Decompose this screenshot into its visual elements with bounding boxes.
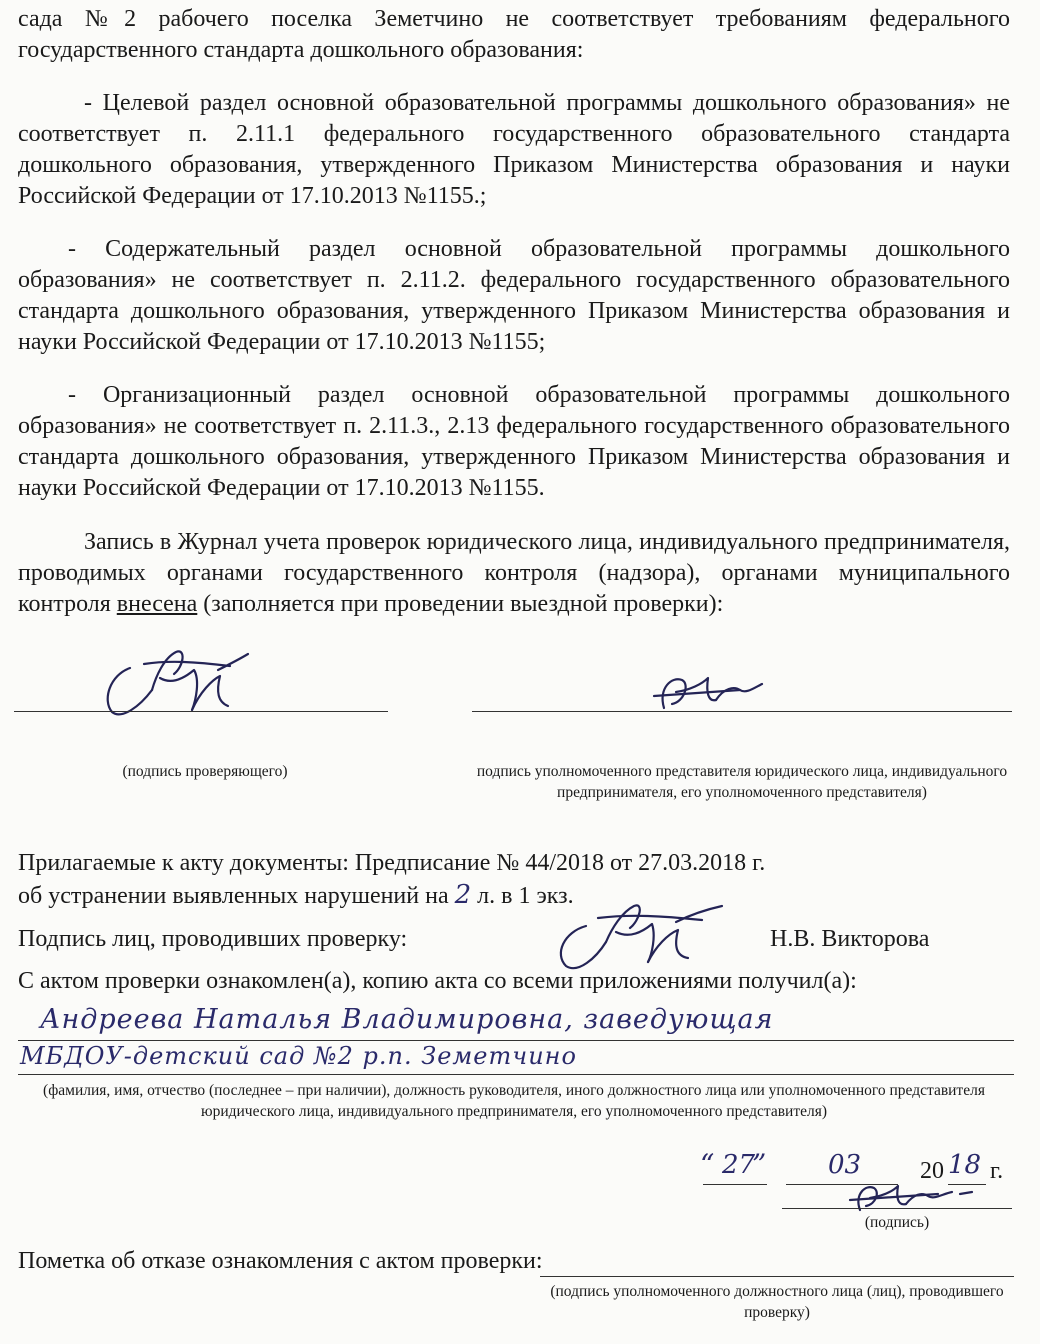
item-content-section: - Содержательный раздел основной образовательной программы дошкольного образования» не соответствует п. 2.11.2. федерального государственного образовательного стандарта дошкольного образования, утвержденного Приказом Министерства образования и науки Российской Федерации от 17.10.2013 №1155; — [18, 236, 1010, 355]
item-organizational-section: - Организационный раздел основной образовательной программы дошкольного образования» не соответствует п. 2.11.3., 2.13 федерального государственного образовательного стандарта дошкольного образования, утвержденного Приказом Министерства образования и науки Российской Федерации от 17.10.2013 №1155. — [18, 382, 1010, 501]
inspectors-signature-image — [552, 896, 732, 976]
inspector-signature-image — [100, 640, 260, 720]
refusal-label: Пометка об отказе ознакомления с актом проверки: — [18, 1248, 543, 1274]
journal-paragraph — [18, 527, 1010, 620]
date-year-unit: г. — [990, 1158, 1004, 1184]
date-close-quote: ” — [752, 1148, 767, 1181]
refusal-signature-line — [540, 1276, 1014, 1277]
representative-signature-line — [472, 711, 1012, 712]
inspectors-label: Подпись лиц, проводивших проверку: — [18, 926, 408, 952]
date-open-quote: “ — [700, 1148, 715, 1181]
acknowledgement-label: С актом проверки ознакомлен(а), копию акта со всеми приложениями получил(а): — [18, 968, 857, 994]
recipient-caption: (фамилия, имя, отчество (последнее – при наличии), должность руководителя, иного должностного лица или уполномоченного представителя юридического лица, индивидуального предпринимателя, его уполномоченного представителя) — [43, 1082, 985, 1120]
attachments-sheets-after: л. в 1 экз. — [471, 883, 574, 909]
recipient-signature-image — [848, 1180, 978, 1216]
recipient-line-1 — [18, 1040, 1014, 1041]
attachments-sheets-before: об устранении выявленных нарушений на — [18, 883, 455, 909]
date-year-prefix: 20 — [920, 1158, 944, 1184]
recipient-signature-caption: (подпись) — [864, 1214, 930, 1231]
attachments-sheets-handwritten: 2 — [454, 880, 472, 910]
journal-text-underlined: внесена — [116, 591, 198, 617]
recipient-signature-line — [782, 1208, 1012, 1209]
item-target-section: - Целевой раздел основной образовательной программы дошкольного образования» не соответствует п. 2.11.1 федерального государственного образовательного стандарта дошкольного образования, утвержденного Приказом Министерства образования и науки Российской Федерации от 17.10.2013 №1155.; — [18, 90, 1010, 209]
inspector-signature-caption: (подпись проверяющего) — [122, 763, 288, 780]
recipient-line-2 — [18, 1074, 1014, 1075]
attachments-line: Прилагаемые к акту документы: Предписание № 44/2018 от 27.03.2018 г. — [18, 850, 766, 876]
refusal-signature-caption: (подпись уполномоченного должностного лица (лиц), проводившего проверку) — [550, 1283, 1004, 1321]
recipient-name-handwritten: Андреева Наталья Владимировна, заведующая — [40, 1004, 774, 1035]
recipient-position-handwritten: МБДОУ-детский сад №2 р.п. Земетчино — [20, 1042, 577, 1070]
date-month: 03 — [828, 1150, 862, 1180]
intro-paragraph: сада №2 рабочего поселка Земетчино не соответствует требованиям федерального государственного стандарта дошкольного образования: — [18, 6, 1010, 63]
inspector-signature-line — [14, 711, 388, 712]
journal-text-after: (заполняется при проведении выездной проверки): — [197, 591, 724, 617]
date-year-suffix: 18 — [948, 1150, 982, 1180]
representative-signature-caption: подпись уполномоченного представителя юридического лица, индивидуального предпринимателя, его уполномоченного представителя) — [476, 763, 1008, 801]
journal-text-before: Запись в Журнал учета проверок юридического лица, индивидуального предпринимателя, проводимых органами государственного контроля (надзора), органами муниципального контроля — [18, 529, 1010, 617]
attachments-line-2 — [18, 880, 574, 912]
date-day: 27 — [722, 1150, 756, 1180]
date-day-line — [703, 1184, 767, 1185]
inspector-name: Н.В. Викторова — [770, 926, 930, 952]
